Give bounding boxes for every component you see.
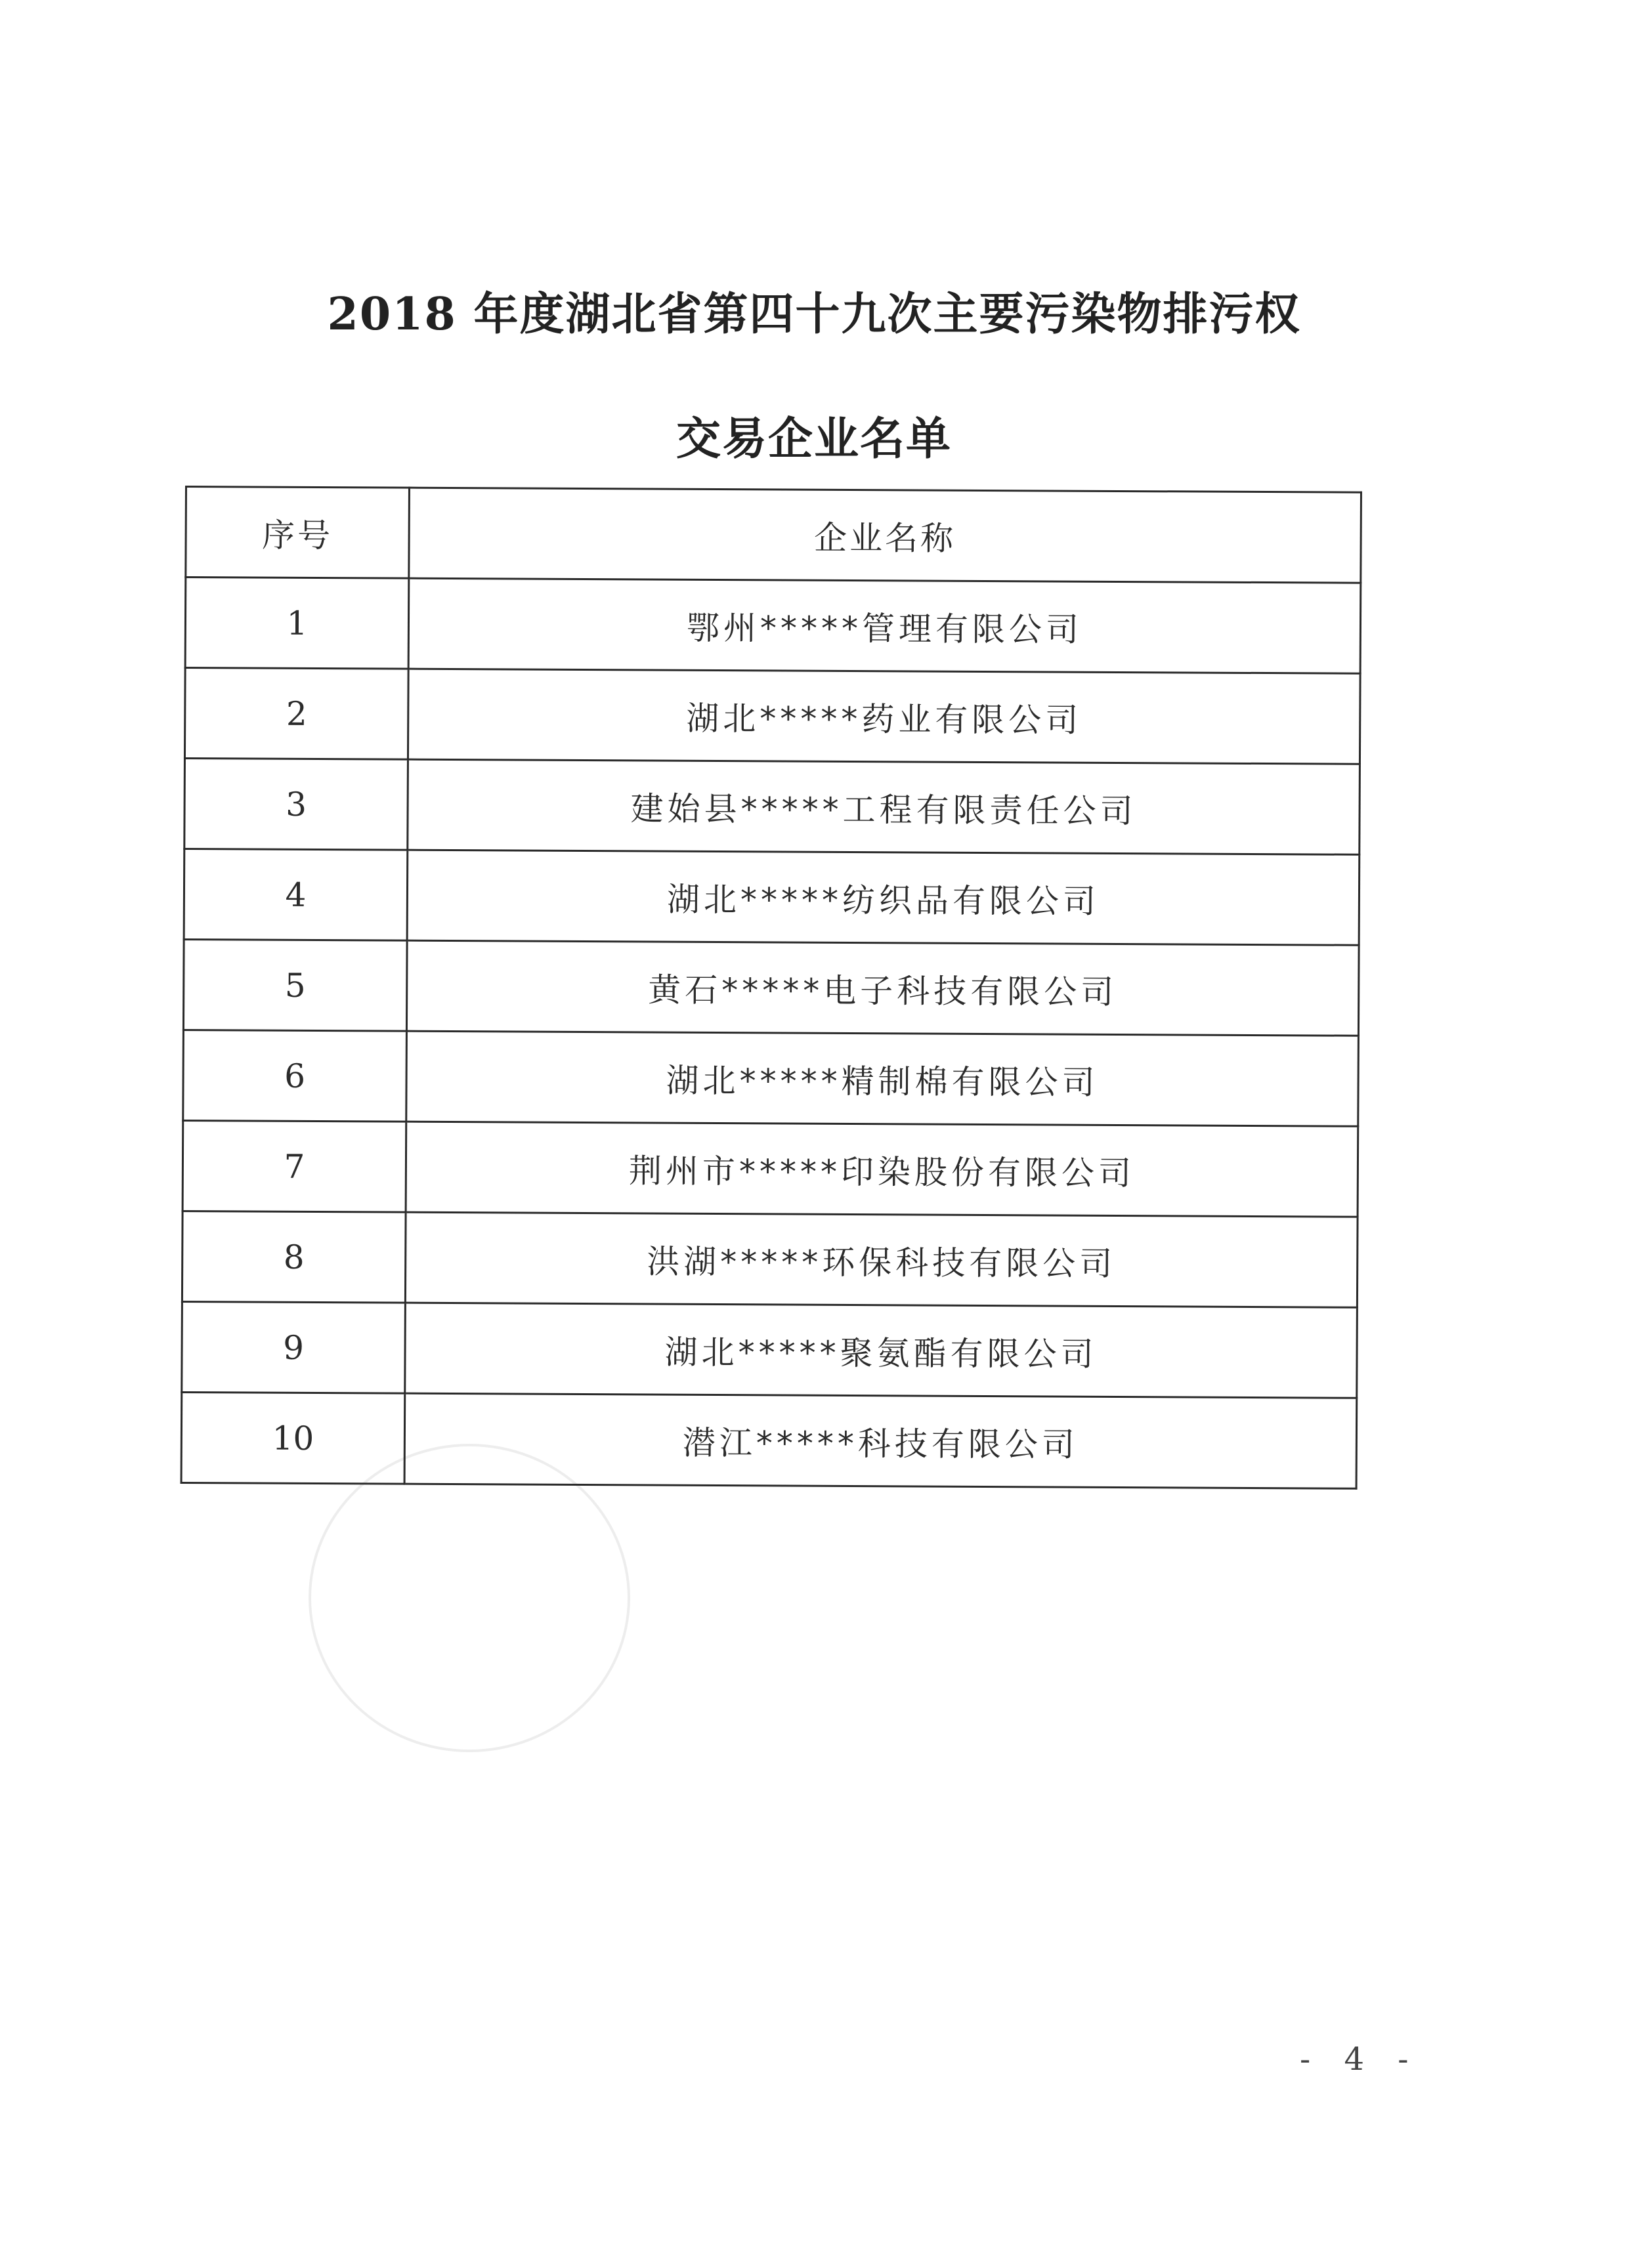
row-index: 10 <box>181 1392 405 1484</box>
table-row <box>182 1301 1358 1398</box>
row-company-name: 湖北*****聚氨酯有限公司 <box>405 1303 1358 1398</box>
page-number: - 4 - <box>1300 2041 1421 2078</box>
row-index: 4 <box>184 849 408 941</box>
enterprise-list-table <box>181 486 1362 1490</box>
header-index: 序号 <box>186 487 410 579</box>
table-row <box>185 578 1361 674</box>
document-title-line-2: 交易企业名单 <box>675 413 952 465</box>
row-index: 7 <box>182 1120 406 1212</box>
row-company-name: 湖北*****精制棉有限公司 <box>406 1031 1359 1126</box>
row-index: 1 <box>185 578 409 669</box>
enterprise-list-table-container <box>180 486 1360 1515</box>
row-index: 5 <box>183 939 407 1031</box>
table-row <box>184 668 1360 765</box>
table-row <box>182 1120 1358 1217</box>
table-header-row <box>186 487 1361 583</box>
row-company-name: 鄂州*****管理有限公司 <box>408 578 1361 673</box>
table-row <box>181 1392 1357 1488</box>
row-company-name: 湖北*****纺织品有限公司 <box>407 850 1360 945</box>
table-row <box>183 1030 1359 1126</box>
table-row <box>184 849 1360 946</box>
table-row <box>184 759 1360 855</box>
row-company-name: 黄石*****电子科技有限公司 <box>406 940 1359 1036</box>
table-row <box>182 1211 1358 1307</box>
row-index: 9 <box>182 1301 406 1393</box>
row-index: 8 <box>182 1211 406 1303</box>
table-row <box>183 939 1359 1036</box>
row-index: 6 <box>183 1030 407 1122</box>
header-company-name: 企业名称 <box>409 488 1361 583</box>
row-company-name: 荆州市*****印染股份有限公司 <box>406 1122 1358 1217</box>
row-company-name: 湖北*****药业有限公司 <box>408 669 1360 764</box>
row-index: 3 <box>184 759 408 850</box>
row-company-name: 洪湖*****环保科技有限公司 <box>405 1212 1358 1307</box>
row-company-name: 潜江*****科技有限公司 <box>404 1393 1357 1488</box>
row-index: 2 <box>184 668 408 760</box>
document-title-line-1: 2018 年度湖北省第四十九次主要污染物排污权 <box>327 288 1301 341</box>
row-company-name: 建始县*****工程有限责任公司 <box>408 759 1360 854</box>
